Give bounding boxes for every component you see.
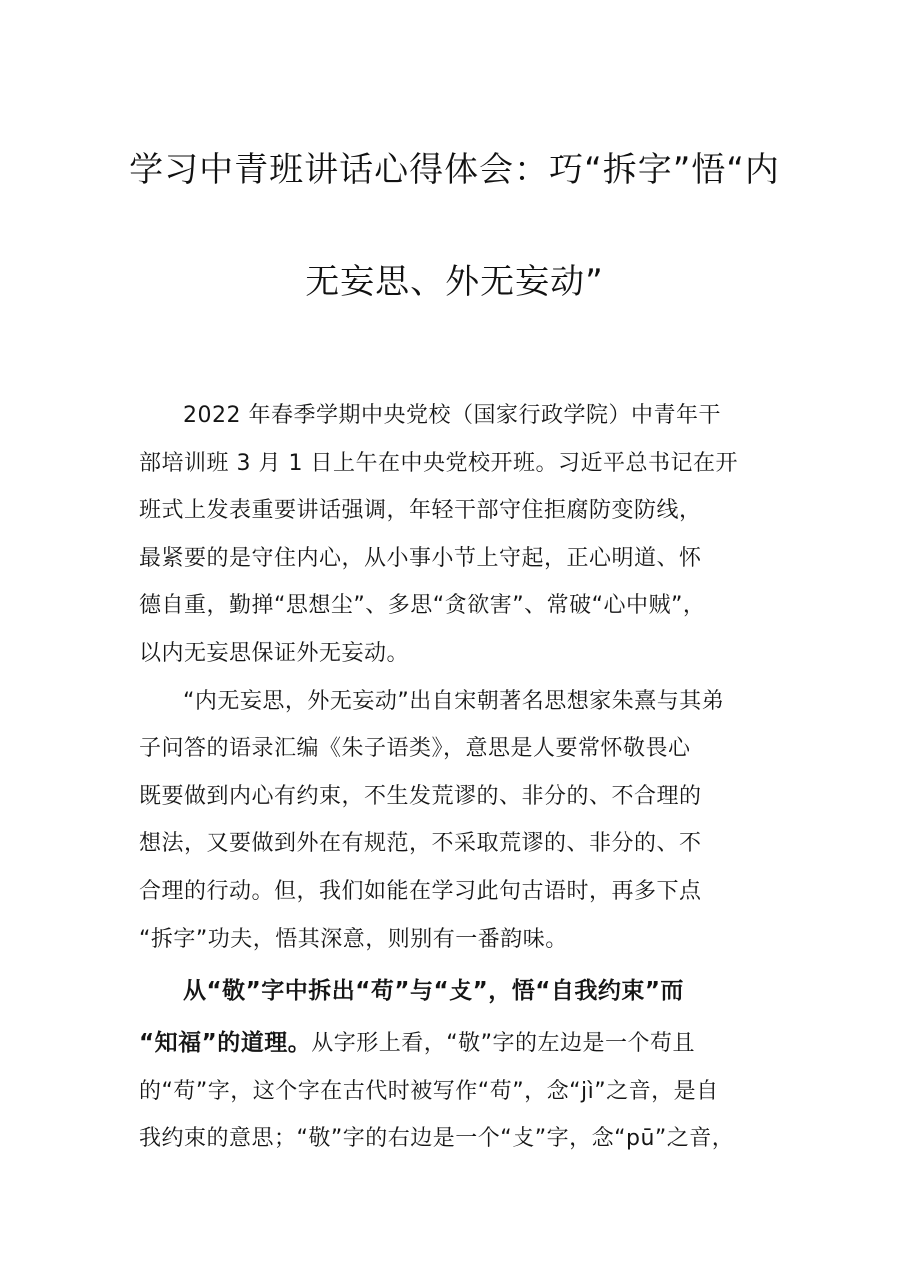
paragraph-3 — [139, 963, 774, 1163]
document-title-line-2: 无妄思、外无妄动” — [305, 262, 604, 302]
paragraph-text: 从字形上看，“敬”字的左边是一个苟且 — [311, 1031, 696, 1057]
paragraph-line: “内无妄思，外无妄动”出自宋朝著名思想家朱熹与其弟 — [183, 688, 725, 714]
paragraph-line: “拆字”功夫，悟其深意，则别有一番韵味。 — [139, 926, 568, 952]
paragraph-line: 子问答的语录汇编《朱子语类》，意思是人要常怀敬畏心 — [139, 736, 691, 762]
paragraph-line: 既要做到内心有约束，不生发荒谬的、非分的、不合理的 — [139, 783, 702, 809]
section-heading-end: “知福”的道理。 — [139, 1030, 312, 1057]
document-title-line-1: 学习中青班讲话心得体会：巧“拆字”悟“内 — [129, 150, 780, 190]
paragraph-line: 想法，又要做到外在有规范，不采取荒谬的、非分的、不 — [139, 831, 702, 857]
paragraph-line: 部培训班 3 月 1 日上午在中央党校开班。习近平总书记在开 — [139, 450, 738, 476]
paragraph-1 — [139, 392, 774, 678]
document-body — [139, 392, 774, 1163]
paragraph-line: 我约束的意思；“敬”字的右边是一个“攴”字，念“pū”之音， — [139, 1126, 735, 1152]
paragraph-line: 的“苟”字，这个字在古代时被写作“苟”，念“jì”之音，是自 — [139, 1078, 719, 1104]
paragraph-line: 合理的行动。但，我们如能在学习此句古语时，再多下点 — [139, 878, 702, 904]
paragraph-line: 班式上发表重要讲话强调，年轻干部守住拒腐防变防线， — [139, 498, 702, 524]
paragraph-line — [139, 1020, 774, 1068]
paragraph-line: 2022 年春季学期中央党校（国家行政学院）中青年干 — [183, 403, 721, 428]
section-heading: 从“敬”字中拆出“苟”与“攴”，悟“自我约束”而 — [183, 978, 684, 1005]
paragraph-2 — [139, 678, 774, 964]
paragraph-line: 最紧要的是守住内心，从小事小节上守起，正心明道、怀 — [139, 545, 702, 571]
paragraph-line: 德自重，勤掸“思想尘”、多思“贪欲害”、常破“心中贼”， — [139, 593, 706, 619]
paragraph-line: 以内无妄思保证外无妄动。 — [139, 640, 410, 666]
